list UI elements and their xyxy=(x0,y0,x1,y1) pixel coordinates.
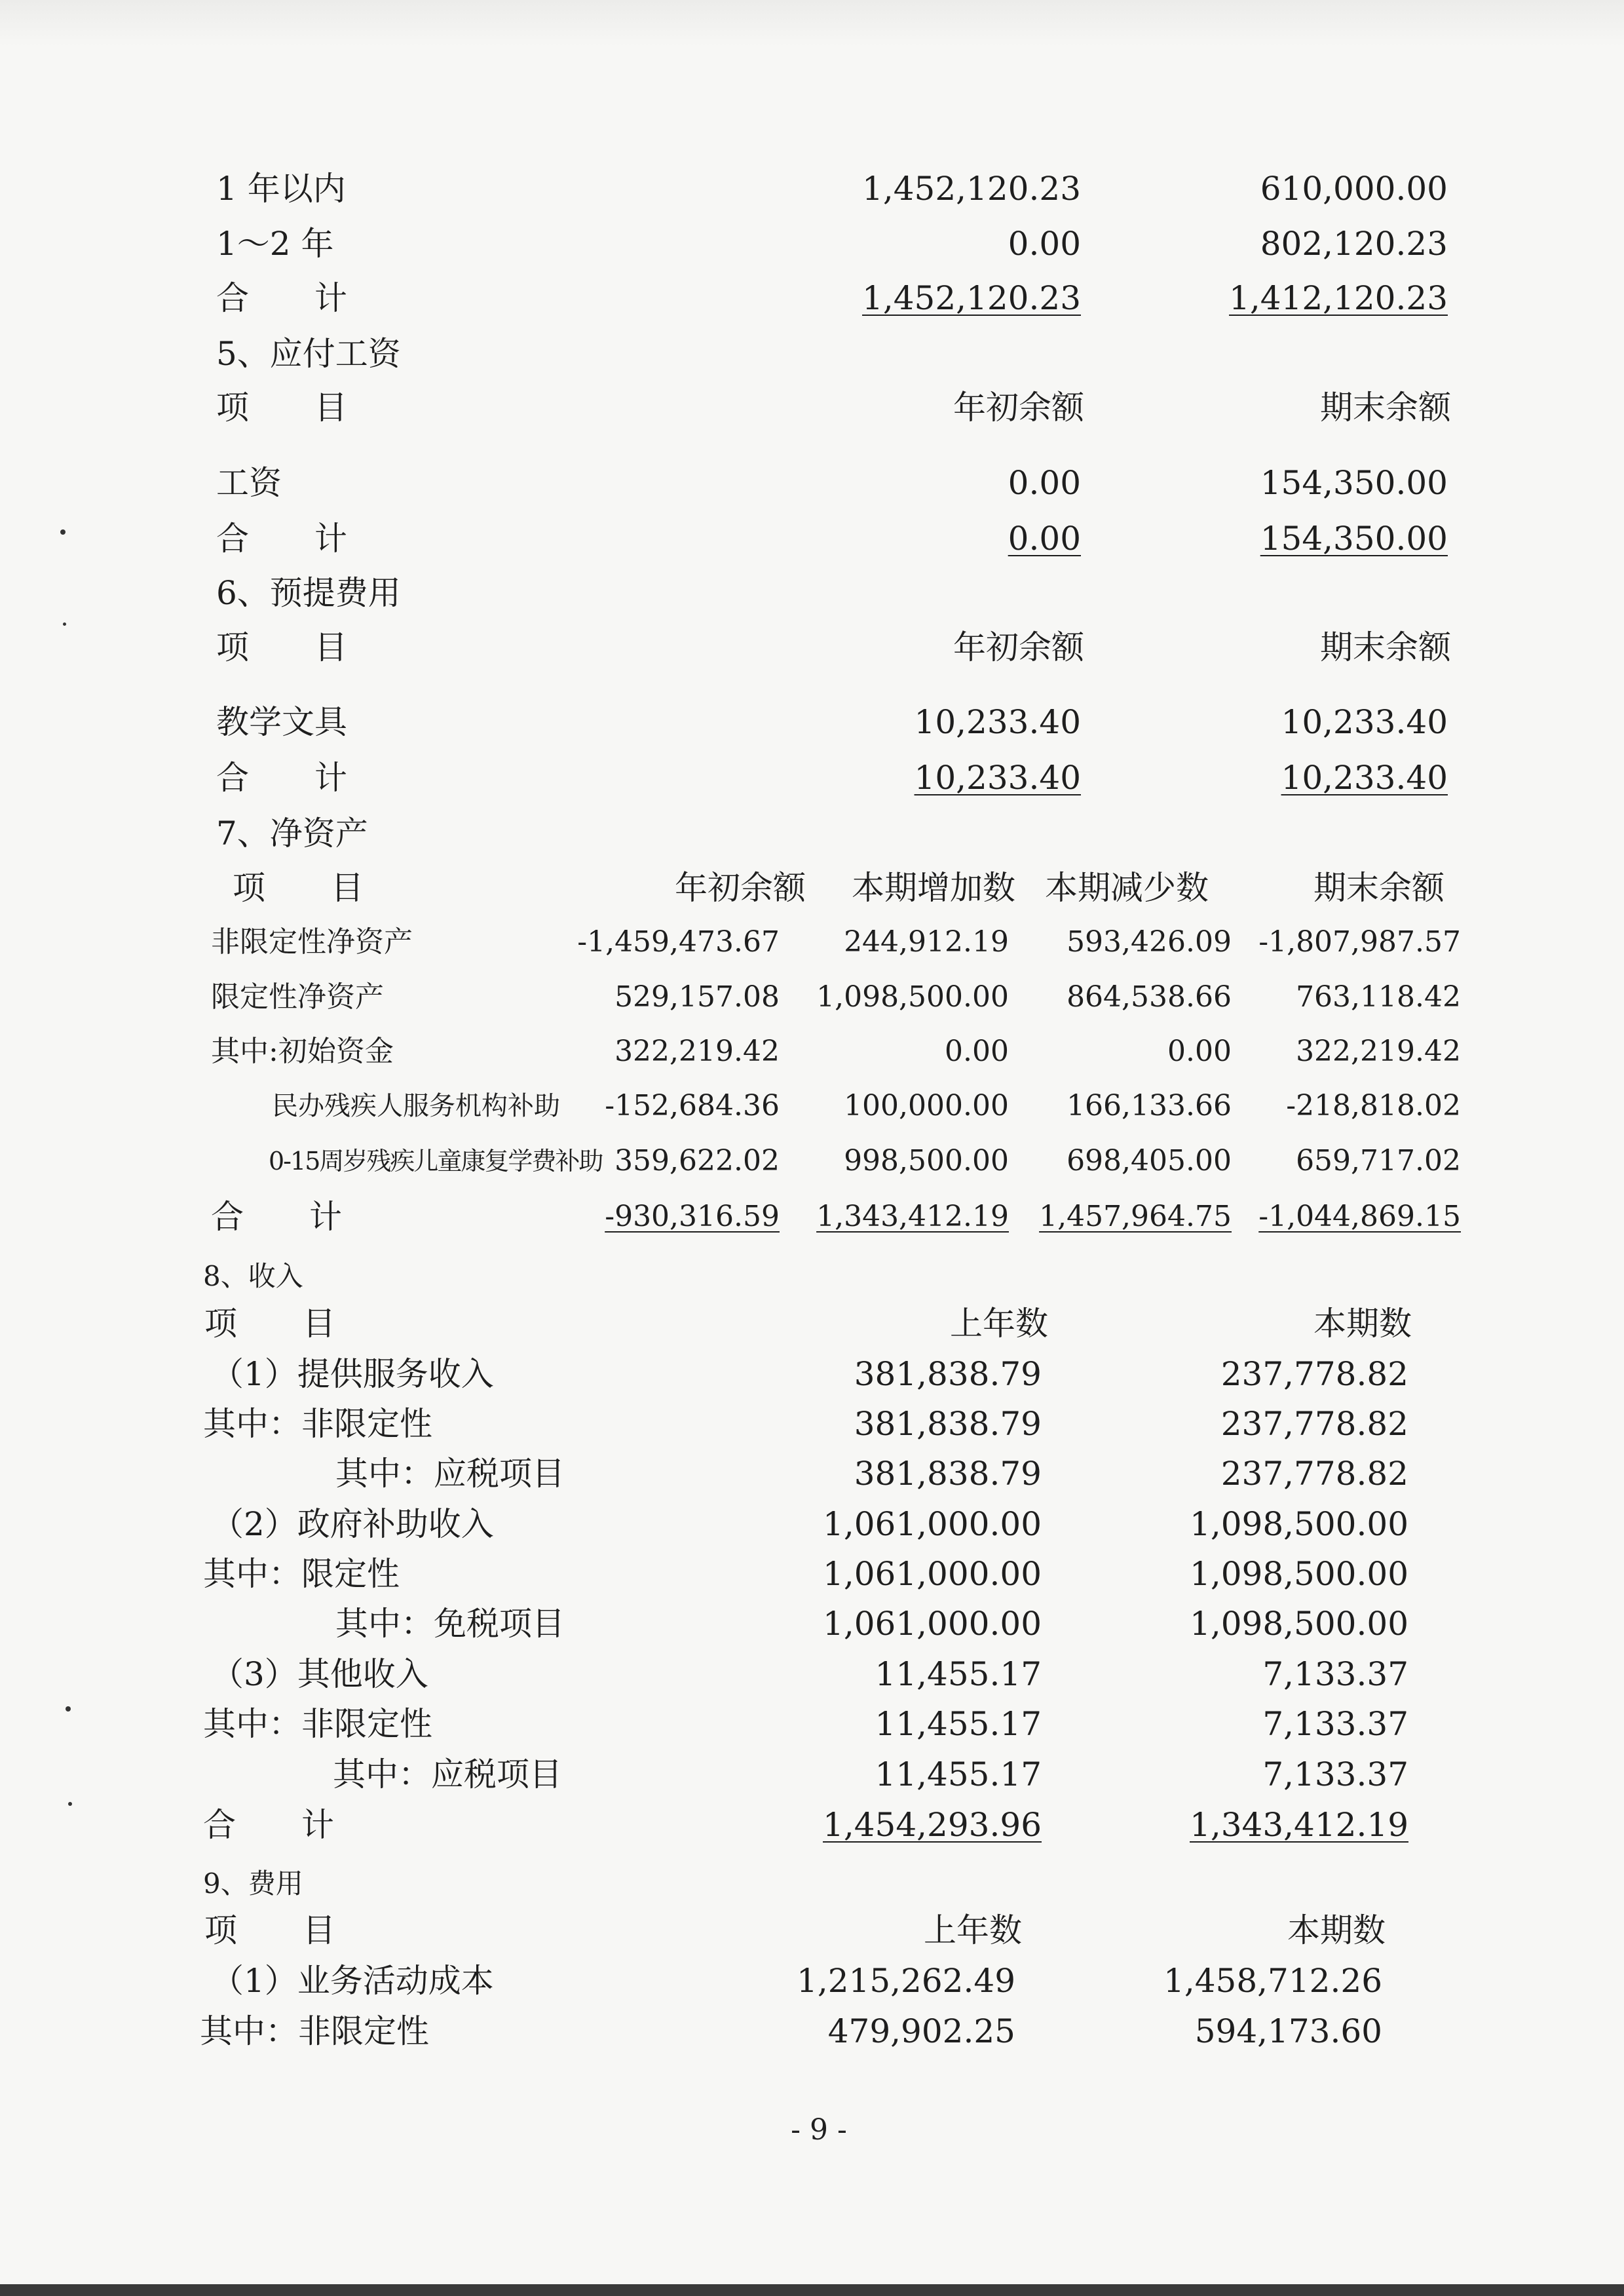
period-decrease: 0.00 xyxy=(1167,1035,1232,1068)
period-increase: 0.00 xyxy=(945,1035,1009,1068)
total-opening: 0.00 xyxy=(1008,520,1081,558)
section-title: 6、预提费用 xyxy=(216,574,401,612)
row-label: （1）提供服务收入 xyxy=(211,1355,494,1393)
current-period-value: 1,458,712.26 xyxy=(1163,1962,1382,2000)
prior-year-value: 381,838.79 xyxy=(854,1455,1042,1493)
row-label: 其中：限定性 xyxy=(203,1555,400,1593)
closing-balance: 610,000.00 xyxy=(1260,170,1448,208)
scan-border xyxy=(0,2284,1624,2296)
current-period-value: 237,778.82 xyxy=(1220,1355,1408,1393)
current-period-value: 1,098,500.00 xyxy=(1190,1505,1408,1543)
row-label: 0-15周岁残疾儿童康复学费补助 xyxy=(269,1147,603,1176)
scan-speck xyxy=(60,529,66,535)
column-header-increase: 本期增加数 xyxy=(852,869,1015,907)
closing-balance: 763,118.42 xyxy=(1296,980,1461,1014)
period-increase: 1,098,500.00 xyxy=(816,980,1009,1014)
closing-balance: -1,807,987.57 xyxy=(1258,925,1461,959)
current-period-value: 7,133.37 xyxy=(1262,1705,1408,1743)
current-period-value: 237,778.82 xyxy=(1220,1405,1408,1443)
column-header-current-period: 本期数 xyxy=(1313,1305,1412,1343)
closing-balance: 659,717.02 xyxy=(1296,1144,1461,1177)
row-label: 其中：非限定性 xyxy=(203,1705,432,1743)
current-period-value: 1,098,500.00 xyxy=(1190,1605,1408,1643)
total-prior-year: 1,454,293.96 xyxy=(823,1806,1042,1844)
column-header-current-period: 本期数 xyxy=(1287,1911,1386,1949)
total-increase: 1,343,412.19 xyxy=(816,1200,1009,1233)
column-header-item: 项 目 xyxy=(216,389,347,427)
prior-year-value: 1,061,000.00 xyxy=(823,1605,1042,1643)
row-label: 其中：免税项目 xyxy=(335,1605,565,1643)
scan-speck xyxy=(63,622,66,626)
closing-balance: 322,219.42 xyxy=(1296,1035,1461,1068)
period-decrease: 166,133.66 xyxy=(1067,1089,1232,1122)
row-label: 其中：应税项目 xyxy=(335,1455,565,1493)
total-label: 合 计 xyxy=(216,759,347,797)
total-closing: 154,350.00 xyxy=(1260,520,1448,558)
row-label: （3）其他收入 xyxy=(211,1655,428,1693)
total-current-period: 1,343,412.19 xyxy=(1190,1806,1408,1844)
period-decrease: 864,538.66 xyxy=(1067,980,1232,1014)
row-label: （1）业务活动成本 xyxy=(211,1962,494,2000)
current-period-value: 594,173.60 xyxy=(1194,2012,1382,2050)
row-label: 其中：非限定性 xyxy=(203,1405,432,1443)
period-increase: 998,500.00 xyxy=(844,1144,1009,1177)
prior-year-value: 381,838.79 xyxy=(854,1355,1042,1393)
total-label: 合 计 xyxy=(203,1806,334,1844)
row-label: 其中：应税项目 xyxy=(333,1755,562,1793)
column-header-closing: 期末余额 xyxy=(1320,628,1451,666)
row-label: 1～2 年 xyxy=(216,225,334,263)
section-title: 5、应付工资 xyxy=(216,335,401,373)
column-header-decrease: 本期减少数 xyxy=(1045,869,1209,907)
opening-balance: 529,157.08 xyxy=(614,980,780,1014)
total-closing: 1,412,120.23 xyxy=(1229,279,1448,317)
current-period-value: 7,133.37 xyxy=(1262,1655,1408,1693)
row-label: 限定性净资产 xyxy=(211,980,384,1014)
opening-balance: 0.00 xyxy=(1008,225,1081,263)
prior-year-value: 381,838.79 xyxy=(854,1405,1042,1443)
opening-balance: 359,622.02 xyxy=(614,1144,780,1177)
prior-year-value: 1,061,000.00 xyxy=(823,1555,1042,1593)
row-label: 其中：非限定性 xyxy=(200,2012,429,2050)
row-label: 非限定性净资产 xyxy=(211,925,413,959)
opening-balance: -152,684.36 xyxy=(605,1089,780,1122)
opening-balance: 322,219.42 xyxy=(614,1035,780,1068)
total-opening: -930,316.59 xyxy=(605,1200,780,1233)
row-label: 民办残疾人服务机构补助 xyxy=(272,1091,560,1121)
opening-balance: 10,233.40 xyxy=(914,703,1081,741)
scan-shadow xyxy=(0,0,1624,46)
total-label: 合 计 xyxy=(211,1198,342,1236)
total-opening: 1,452,120.23 xyxy=(862,279,1081,317)
column-header-opening: 年初余额 xyxy=(953,628,1084,666)
column-header-opening: 年初余额 xyxy=(953,389,1084,427)
period-decrease: 698,405.00 xyxy=(1067,1144,1232,1177)
current-period-value: 7,133.37 xyxy=(1262,1755,1408,1793)
period-decrease: 593,426.09 xyxy=(1067,925,1232,959)
prior-year-value: 1,061,000.00 xyxy=(823,1505,1042,1543)
total-closing: -1,044,869.15 xyxy=(1258,1200,1461,1233)
opening-balance: 1,452,120.23 xyxy=(862,170,1081,208)
section-title: 7、净资产 xyxy=(216,814,368,852)
scan-speck xyxy=(66,1706,71,1712)
column-header-prior-year: 上年数 xyxy=(950,1305,1048,1343)
closing-balance: 10,233.40 xyxy=(1281,703,1448,741)
prior-year-value: 11,455.17 xyxy=(875,1705,1042,1743)
current-period-value: 1,098,500.00 xyxy=(1190,1555,1408,1593)
total-decrease: 1,457,964.75 xyxy=(1039,1200,1232,1233)
closing-balance: 802,120.23 xyxy=(1260,225,1448,263)
total-label: 合 计 xyxy=(216,279,347,317)
section-title: 8、收入 xyxy=(203,1260,303,1292)
total-opening: 10,233.40 xyxy=(914,759,1081,797)
column-header-closing: 期末余额 xyxy=(1320,389,1451,427)
row-label: 1 年以内 xyxy=(216,170,346,208)
row-label: 其中:初始资金 xyxy=(211,1035,394,1068)
section-title: 9、费用 xyxy=(203,1867,303,1900)
column-header-item: 项 目 xyxy=(216,628,347,666)
closing-balance: -218,818.02 xyxy=(1286,1089,1461,1122)
prior-year-value: 479,902.25 xyxy=(827,2012,1015,2050)
column-header-opening: 年初余额 xyxy=(675,869,806,907)
column-header-item: 项 目 xyxy=(233,869,364,907)
total-closing: 10,233.40 xyxy=(1281,759,1448,797)
column-header-closing: 期末余额 xyxy=(1313,869,1445,907)
scan-speck xyxy=(68,1802,72,1806)
page-number: - 9 - xyxy=(791,2113,847,2147)
closing-balance: 154,350.00 xyxy=(1260,464,1448,502)
period-increase: 244,912.19 xyxy=(844,925,1009,959)
prior-year-value: 11,455.17 xyxy=(875,1655,1042,1693)
column-header-item: 项 目 xyxy=(204,1911,335,1949)
row-label: 工资 xyxy=(216,464,282,502)
column-header-item: 项 目 xyxy=(204,1305,335,1343)
prior-year-value: 11,455.17 xyxy=(875,1755,1042,1793)
row-label: 教学文具 xyxy=(216,703,347,741)
column-header-prior-year: 上年数 xyxy=(924,1911,1022,1949)
prior-year-value: 1,215,262.49 xyxy=(797,1962,1015,2000)
opening-balance: 0.00 xyxy=(1008,464,1081,502)
row-label: （2）政府补助收入 xyxy=(211,1505,494,1543)
current-period-value: 237,778.82 xyxy=(1220,1455,1408,1493)
opening-balance: -1,459,473.67 xyxy=(577,925,780,959)
period-increase: 100,000.00 xyxy=(844,1089,1009,1122)
total-label: 合 计 xyxy=(216,520,347,558)
